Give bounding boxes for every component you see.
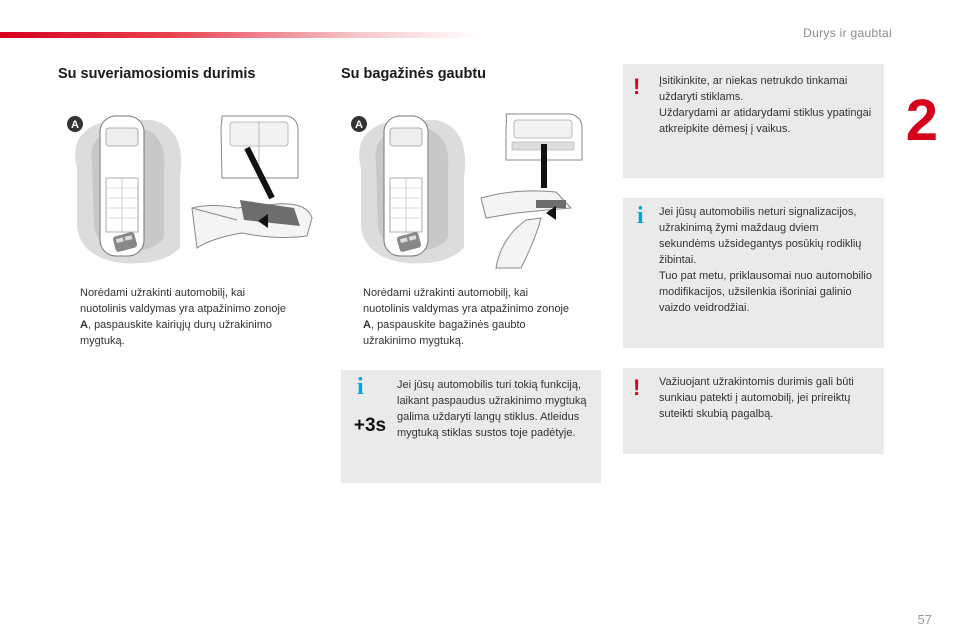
zone-reference: A: [80, 319, 88, 331]
step-text-part: Norėdami užrakinti automobilį, kai nuotolinis valdymas yra atpažinimo zonoje: [80, 287, 287, 315]
page-number: 57: [917, 612, 932, 627]
warning-icon: !: [633, 74, 641, 99]
zone-label: A: [71, 119, 79, 131]
warning-text: Įsitikinkite, ar niekas netrukdo tinkamai uždaryti stiklams. Uždarydami ar atidarydami stiklus ypatingai atkreipkite dėmesį į vaikus.: [659, 75, 872, 135]
section-title: Durys ir gaubtai: [803, 26, 892, 40]
tailgate-lock-illustration: [346, 108, 601, 270]
info-box-windows: [341, 370, 601, 483]
warning-box-windows: [623, 64, 884, 178]
zone-label: A: [355, 119, 363, 131]
warning-icon: !: [633, 375, 641, 400]
hold-duration-badge: +3s: [353, 415, 387, 436]
warning-box-emergency: [623, 368, 884, 454]
info-text: Jei jūsų automobilis neturi signalizacijos, užrakinimą žymi maždaug dviem sekundėms užsidegantys posūkių rodiklių žibintai. Tuo pat metu, priklausomai nuo automobilio modifikacijos, užsilenkia išoriniai galinio vaizdo veidrodžiai.: [659, 206, 872, 314]
header-accent-line: [0, 32, 480, 38]
step-text-part: Norėdami užrakinti automobilį, kai nuotolinis valdymas yra atpažinimo zonoje: [363, 287, 570, 315]
info-icon: i: [637, 203, 644, 229]
plus-3-seconds-icon: [347, 412, 393, 436]
step-text: [363, 285, 571, 349]
step-tailgate: [341, 285, 571, 355]
heading-side-doors: Su suveriamosiomis durimis: [58, 66, 256, 82]
info-text: Jei jūsų automobilis turi tokią funkciją, laikant paspaudus užrakinimo mygtuką galima uždaryti langų stiklus. Atleidus mygtuką stiklas sustos toje padėtyje.: [397, 379, 587, 439]
chapter-number: 2: [905, 88, 938, 153]
step-text-part: , paspauskite bagažinės gaubto užrakinimo mygtuką.: [363, 319, 526, 347]
info-icon: i: [357, 374, 364, 400]
info-box-signals: [623, 198, 884, 348]
step-text-part: , paspauskite kairiųjų durų užrakinimo mygtuką.: [80, 319, 272, 347]
heading-tailgate: Su bagažinės gaubtu: [341, 66, 487, 82]
zone-reference: A: [363, 319, 371, 331]
step-text: [80, 285, 288, 349]
side-door-lock-illustration: [62, 108, 317, 270]
step-side-doors: [58, 285, 288, 355]
warning-text: Važiuojant užrakintomis durimis gali būti sunkiau patekti į automobilį, jei prireiktų suteikti skubią pagalbą.: [659, 376, 854, 420]
